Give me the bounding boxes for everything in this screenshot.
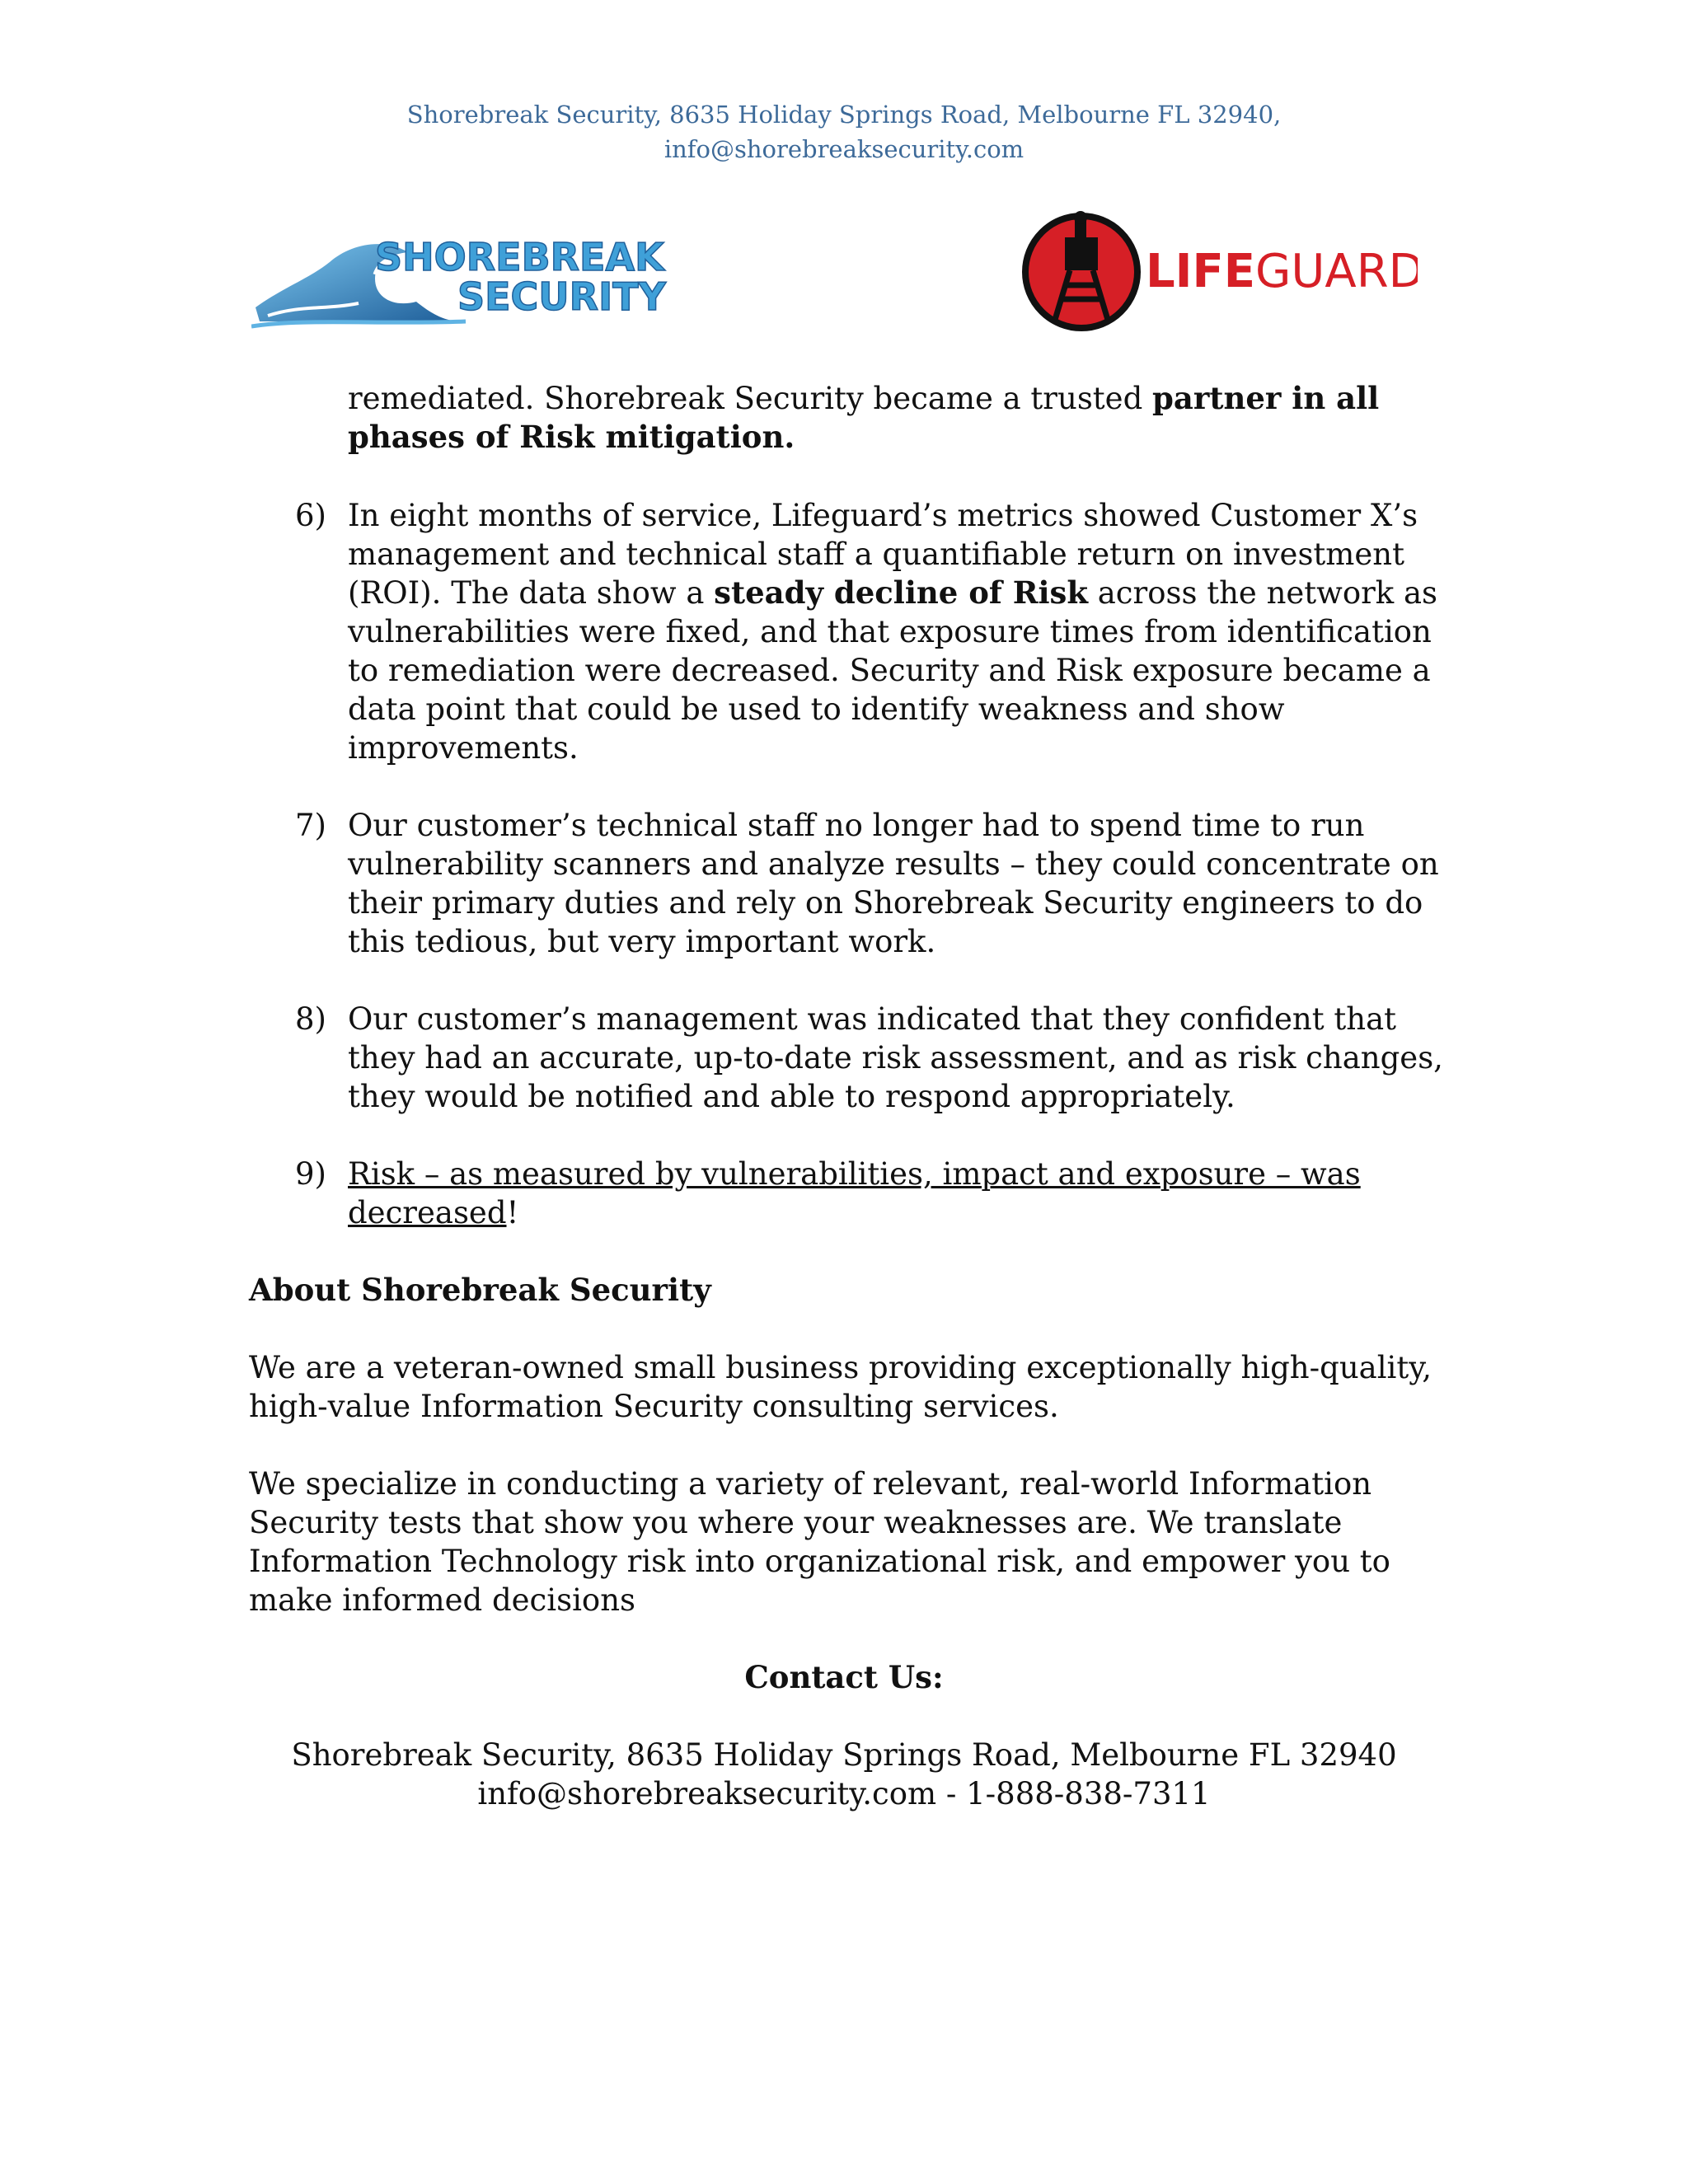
lifeguard-tower-icon <box>1022 204 1418 336</box>
shorebreak-logo <box>251 229 696 344</box>
contact-heading: Contact Us: <box>744 1659 944 1695</box>
list-underlined-segment: Risk – as measured by vulnerabilities, impact and exposure – was decreased <box>348 1156 1361 1230</box>
about-paragraph-1: We are a veteran-owned small business providing exceptionally high-quality, high-value Information Security consulting services. <box>249 1350 1432 1424</box>
about-heading: About Shorebreak Security <box>249 1272 711 1308</box>
list-number: 7) <box>295 808 326 843</box>
list-text-segment: ! <box>506 1195 519 1230</box>
about-section <box>249 1271 1444 1658</box>
continued-bold: partner in all phases of Risk mitigation. <box>348 380 1380 455</box>
list-bold-segment: steady decline of Risk <box>714 574 1088 611</box>
lifeguard-logo-rest: GUARD <box>1255 245 1418 298</box>
continued-text: remediated. Shorebreak Security became a trusted <box>348 381 1153 416</box>
shorebreak-logo-line1: SHOREBREAK <box>375 235 664 279</box>
contact-section <box>0 1658 1688 1813</box>
letterhead-email[interactable]: info@shorebreaksecurity.com <box>663 135 1025 163</box>
contact-address: Shorebreak Security, 8635 Holiday Springs Road, Melbourne FL 32940 <box>291 1737 1397 1773</box>
lifeguard-logo-bold: LIFE <box>1146 245 1256 298</box>
list-number: 8) <box>295 1001 326 1037</box>
list-item-8 <box>295 1000 1449 1116</box>
list-text-segment: In eight months of service, Lifeguard’s metrics showed Customer X’s management and technical staff a quantifiable return on investment (ROI). The data show a <box>348 498 1418 611</box>
list-text-segment: across the network as vulnerabilities were fixed, and that exposure times from identification to remediation were decreased. Security and Risk exposure became a data point that could be used to identify weakness and show improvements. <box>348 575 1438 766</box>
list-item-text: Our customer’s management was indicated that they confident that they had an accurate, up-to-date risk assessment, and as risk changes, they would be notified and able to respond appropriately. <box>348 1001 1443 1114</box>
shorebreak-logo-line2: SECURITY <box>457 274 666 319</box>
contact-email-phone[interactable]: info@shorebreaksecurity.com - 1-888-838-7311 <box>477 1776 1211 1811</box>
letterhead-address <box>0 97 1688 166</box>
list-item-7 <box>295 806 1449 961</box>
list-item-text <box>348 496 1444 767</box>
list-number: 6) <box>295 498 326 533</box>
about-paragraph-2: We specialize in conducting a variety of relevant, real-world Information Security tests that show you where your weaknesses are. We translate Information Technology risk into organizational risk, and empower you to make informed decisions <box>249 1466 1390 1618</box>
wave-icon <box>251 229 696 344</box>
numbered-list <box>295 496 1449 1271</box>
list-item-text: Our customer’s technical staff no longer had to spend time to run vulnerability scanners and analyze results – they could concentrate on their primary duties and rely on Shorebreak Security engineers to do this tedious, but very important work. <box>348 808 1439 959</box>
lifeguard-logo <box>1022 204 1418 336</box>
list-number: 9) <box>295 1156 326 1192</box>
letterhead-line-1: Shorebreak Security, 8635 Holiday Springs Road, Melbourne FL 32940, <box>406 101 1282 129</box>
svg-text:LIFEGUARD <box>1146 245 1418 298</box>
list-item-text <box>348 1155 1444 1232</box>
continued-paragraph <box>348 379 1444 457</box>
list-item-6 <box>295 496 1449 767</box>
list-item-9 <box>295 1155 1449 1232</box>
